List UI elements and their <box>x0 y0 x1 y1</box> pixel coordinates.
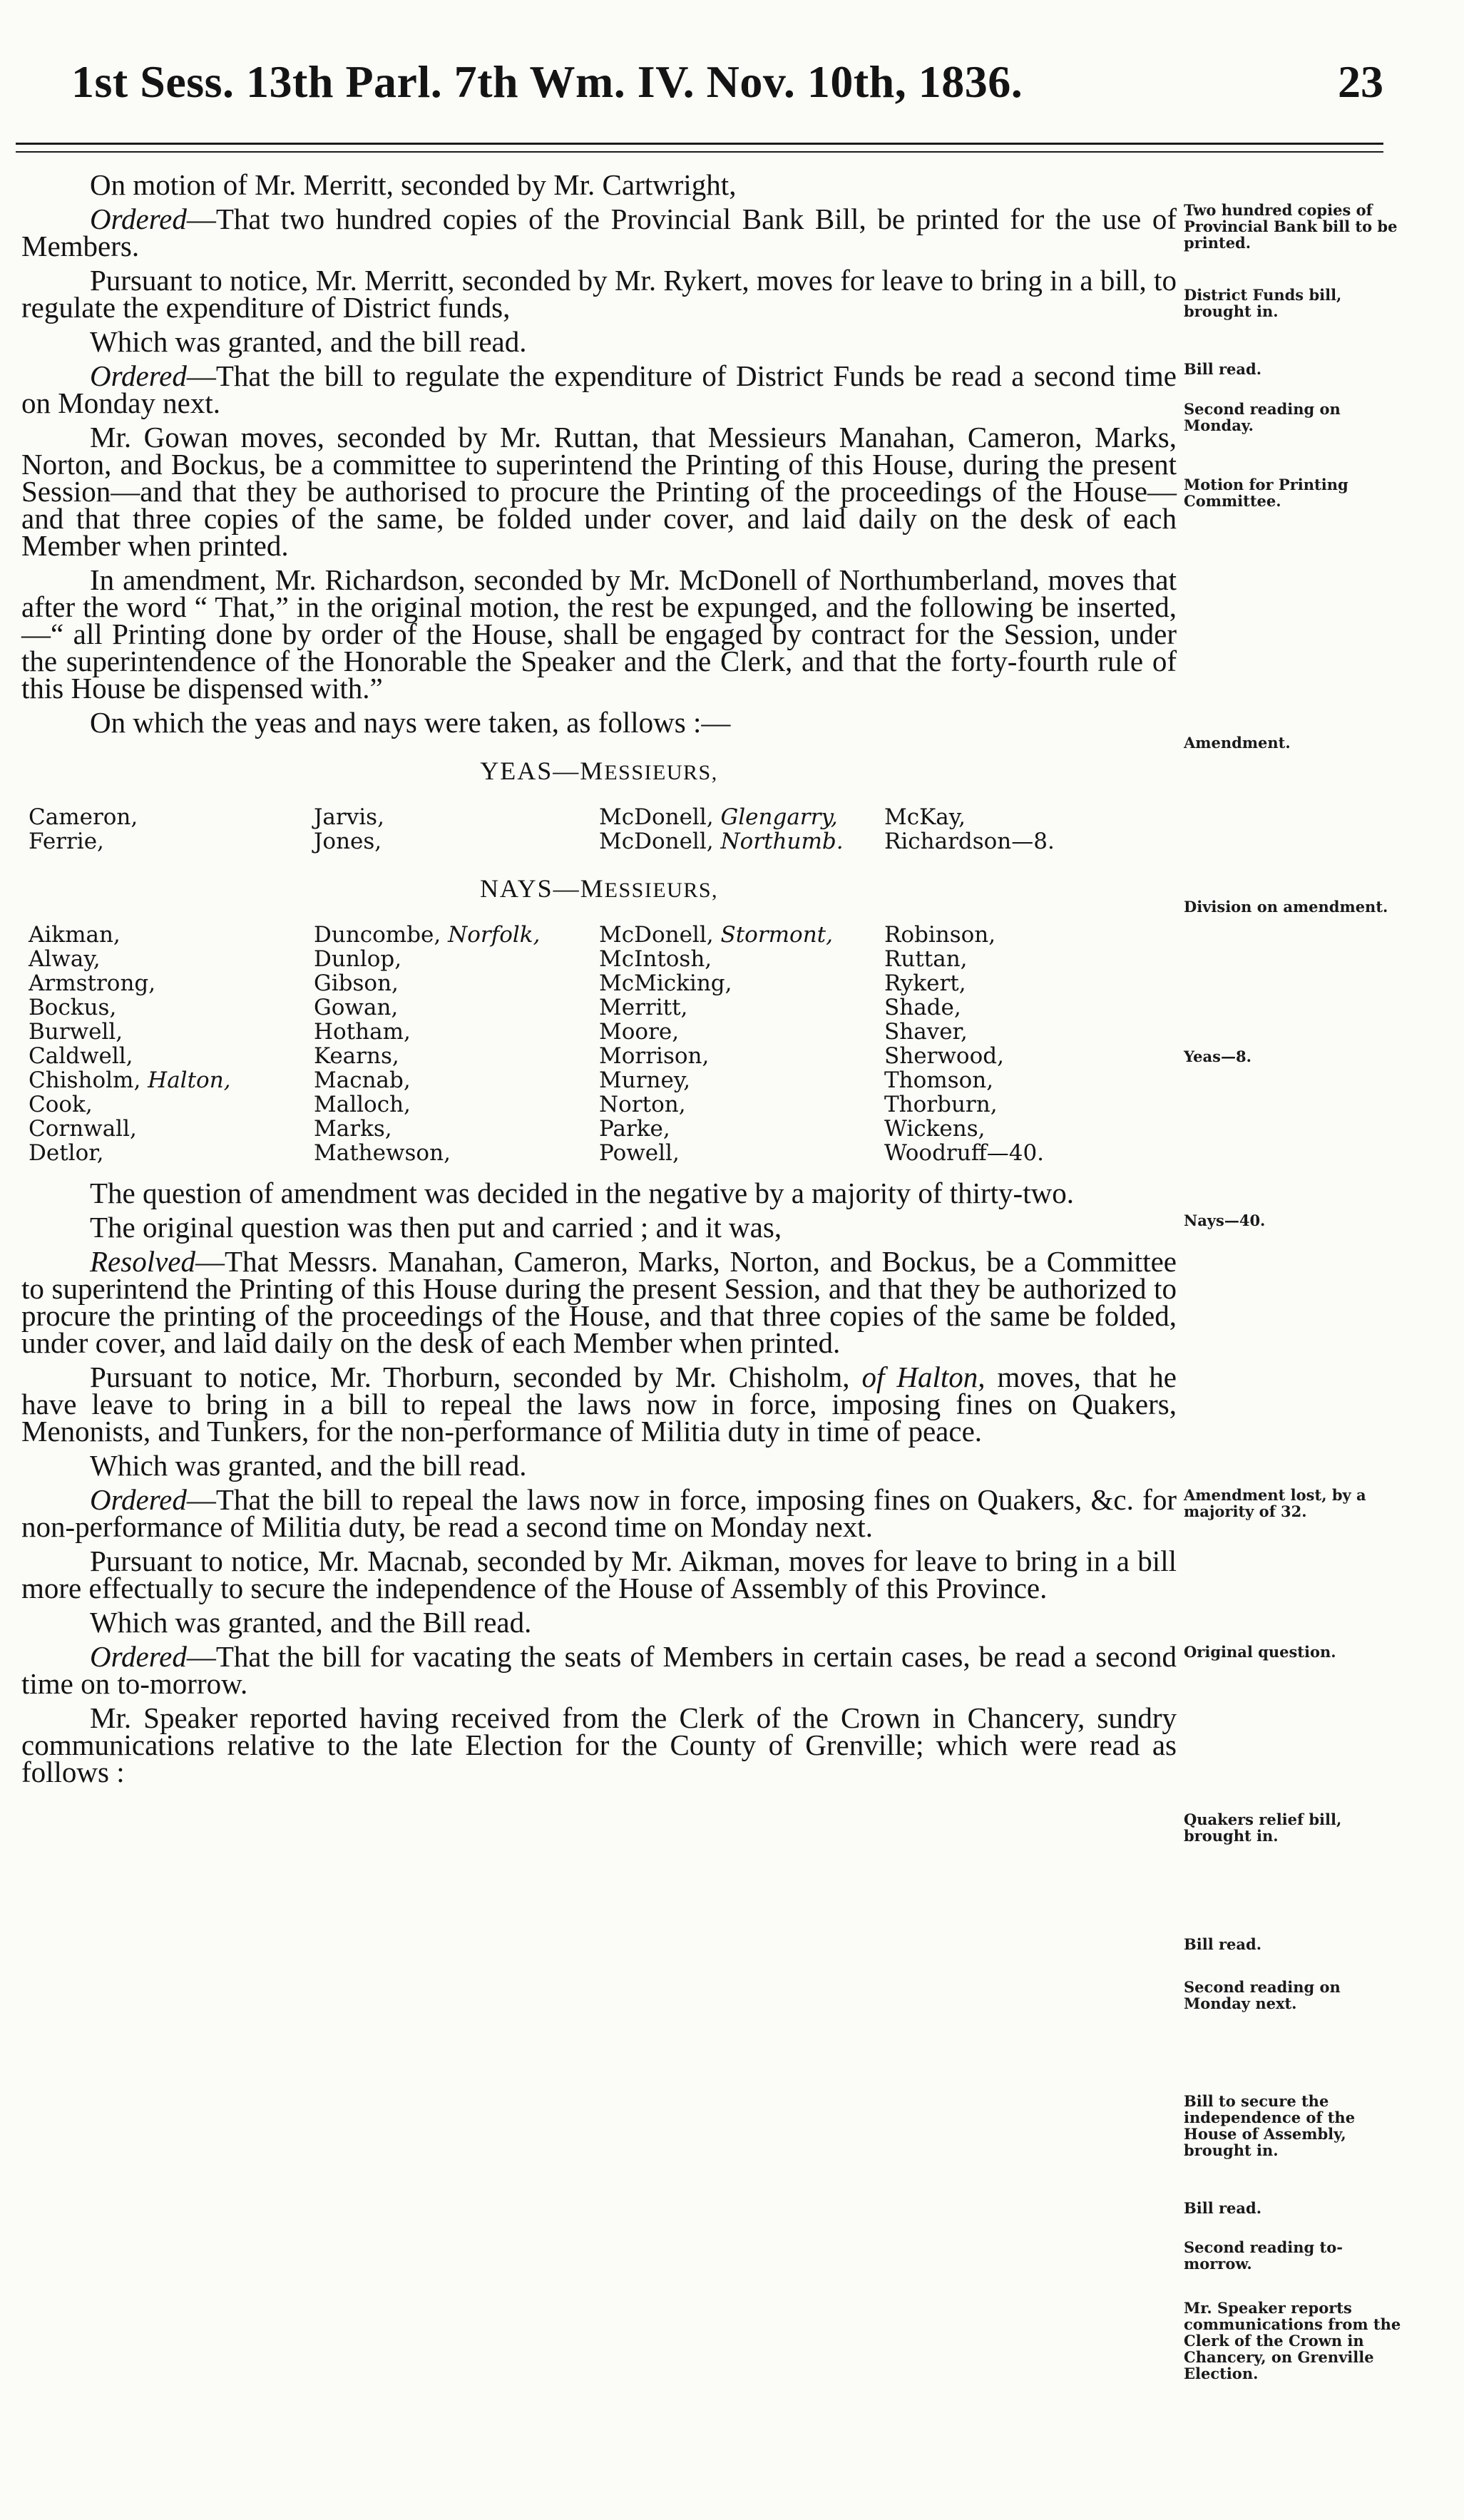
member-name: McMicking, <box>599 970 732 996</box>
paragraph: Ordered—That two hundred copies of the Provincial Bank Bill, be printed for the use of Members. <box>21 203 1177 262</box>
nays-list <box>29 923 1177 1165</box>
name-column <box>314 805 599 854</box>
member-name: Caldwell, <box>29 1043 133 1069</box>
member-name: Parke, <box>599 1116 670 1142</box>
member-name: Detlor, <box>29 1140 104 1166</box>
margin-note: Quakers relief bill, brought in. <box>1184 1810 1342 1845</box>
member-name: Malloch, <box>314 1092 411 1117</box>
member-name: Ruttan, <box>884 946 968 972</box>
margin-note: Two hundred copies of Provincial Bank bill to be printed. <box>1184 201 1398 252</box>
member-name: Marks, <box>314 1116 392 1142</box>
member-name: Moore, <box>599 1019 680 1045</box>
name-column <box>29 805 314 854</box>
margin-note: Amendment lost, by a majority of 32. <box>1184 1486 1366 1520</box>
header-rule-thin <box>16 151 1383 153</box>
member-name: Alway, <box>29 946 101 972</box>
margin-note: District Funds bill, brought in. <box>1184 286 1342 320</box>
margin-note: Nays—40. <box>1184 1212 1266 1229</box>
paragraph: Pursuant to notice, Mr. Merritt, seconded by Mr. Rykert, moves for leave to bring in a bill, to regulate the expenditure of District funds, <box>21 264 1177 324</box>
member-name: Cameron, <box>29 804 138 830</box>
member-name: Gibson, <box>314 970 399 996</box>
margin-note: Bill read. <box>1184 360 1262 378</box>
paragraph: Ordered—That the bill to regulate the expenditure of District Funds be read a second time on Monday next. <box>21 359 1177 419</box>
margin-note: Mr. Speaker reports communications from the Clerk of the Crown in Chancery, on Grenville Election. <box>1184 2299 1401 2382</box>
margin-note: Bill to secure the independence of the House of Assembly, brought in. <box>1184 2092 1356 2159</box>
paragraph: On which the yeas and nays were taken, as follows :— <box>90 706 731 739</box>
nays-heading: NAYS—MESSIEURS, <box>479 874 719 903</box>
paragraph: In amendment, Mr. Richardson, seconded by Mr. McDonell of Northumberland, moves that after the word “ That,” in the original motion, the rest be expunged, and the following be inserted,—“ all Printing done by order of the House, shall be engaged by contract for the Session, under the superintendence of the Honorable the Speaker and the Clerk, and that the forty-fourth rule of this House be dispensed with.” <box>21 563 1177 705</box>
name-column <box>314 923 599 1165</box>
margin-note: Second reading on Monday next. <box>1184 1978 1341 2012</box>
member-name: Cook, <box>29 1092 93 1117</box>
name-column <box>599 805 884 854</box>
member-name: Burwell, <box>29 1019 123 1045</box>
member-name: Richardson—8. <box>884 829 1055 854</box>
member-name: Mathewson, <box>314 1140 451 1166</box>
page-number: 23 <box>1338 56 1383 107</box>
member-name: McIntosh, <box>599 946 712 972</box>
name-column <box>29 923 314 1165</box>
paragraph: Which was granted, and the bill read. <box>90 1449 527 1482</box>
member-name: Shade, <box>884 995 961 1020</box>
margin-note: Yeas—8. <box>1184 1048 1251 1065</box>
paragraph: Ordered—That the bill to repeal the laws now in force, imposing fines on Quakers, &c. for non-performance of Militia duty, be read a second time on Monday next. <box>21 1483 1177 1543</box>
member-name: Cornwall, <box>29 1116 137 1142</box>
margin-note: Original question. <box>1184 1643 1336 1661</box>
member-name: Hotham, <box>314 1019 411 1045</box>
member-name: Thorburn, <box>884 1092 998 1117</box>
member-name: Macnab, <box>314 1067 411 1093</box>
running-header <box>71 56 1383 120</box>
paragraph: The question of amendment was decided in the negative by a majority of thirty-two. <box>90 1177 1074 1209</box>
member-name: McDonell, Northumb. <box>599 829 844 854</box>
member-name: Rykert, <box>884 970 966 996</box>
member-name: Sherwood, <box>884 1043 1004 1069</box>
name-column <box>884 923 1184 1165</box>
member-name: Merritt, <box>599 995 688 1020</box>
name-column <box>599 923 884 1165</box>
member-name: Morrison, <box>599 1043 710 1069</box>
paragraph: Pursuant to notice, Mr. Macnab, seconded by Mr. Aikman, moves for leave to bring in a bill more effectually to secure the independence of the House of Assembly of this Province. <box>21 1545 1177 1604</box>
paragraph: The original question was then put and carried ; and it was, <box>90 1211 782 1244</box>
yeas-list <box>29 805 1177 854</box>
paragraph: Which was granted, and the Bill read. <box>90 1606 532 1639</box>
paragraph: Mr. Speaker reported having received from the Clerk of the Crown in Chancery, sundry communications relative to the late Election for the County of Grenville; which were read as follows : <box>21 1701 1177 1788</box>
member-name: McDonell, Stormont, <box>599 922 833 948</box>
margin-note: Amendment. <box>1184 734 1291 752</box>
margin-note: Second reading to-morrow. <box>1184 2238 1343 2273</box>
paragraph: Resolved—That Messrs. Manahan, Cameron, Marks, Norton, and Bockus, be a Committee to superintend the Printing of this House during the present Session, and that they be authorized to procure the printing of the proceedings of the House, and that three copies of the same be folded, under cover, and laid daily on the desk of each Member when printed. <box>21 1245 1177 1359</box>
header-title: 1st Sess. 13th Parl. 7th Wm. IV. Nov. 10th, 1836. <box>71 56 1023 107</box>
member-name: Aikman, <box>29 922 121 948</box>
paragraph: Which was granted, and the bill read. <box>90 325 527 358</box>
margin-note: Second reading on Monday. <box>1184 400 1341 434</box>
margin-note: Division on amendment. <box>1184 898 1388 916</box>
member-name: Wickens, <box>884 1116 986 1142</box>
member-name: Murney, <box>599 1067 691 1093</box>
paragraph: Mr. Gowan moves, seconded by Mr. Ruttan, that Messieurs Manahan, Cameron, Marks, Norton, and Bockus, be a committee to superintend the Printing of this House, during the present Session—and that they be authorised to procure the Printing of the proceedings of the House—and that three copies of the same, be folded under cover, and laid daily on the desk of each Member when printed. <box>21 421 1177 562</box>
member-name: Powell, <box>599 1140 680 1166</box>
paragraph: On motion of Mr. Merritt, seconded by Mr. Cartwright, <box>90 168 737 201</box>
member-name: Kearns, <box>314 1043 399 1069</box>
paragraph: Pursuant to notice, Mr. Thorburn, seconded by Mr. Chisholm, of Halton, moves, that he have leave to bring in a bill to repeal the laws now in force, imposing fines on Quakers, Menonists, and Tunkers, for the non-performance of Militia duty in time of peace. <box>21 1361 1177 1448</box>
margin-note: Bill read. <box>1184 1935 1262 1953</box>
margin-note: Motion for Printing Committee. <box>1184 476 1348 510</box>
member-name: Thomson, <box>884 1067 994 1093</box>
member-name: Duncombe, Norfolk, <box>314 922 541 948</box>
name-column <box>884 805 1184 854</box>
member-name: Norton, <box>599 1092 686 1117</box>
member-name: McKay, <box>884 804 966 830</box>
main-text <box>21 168 1177 1793</box>
paragraph: Ordered—That the bill for vacating the seats of Members in certain cases, be read a second time on to-morrow. <box>21 1640 1177 1700</box>
member-name: Bockus, <box>29 995 117 1020</box>
member-name: Dunlop, <box>314 946 402 972</box>
member-name: Jarvis, <box>314 804 384 830</box>
member-name: Robinson, <box>884 922 996 948</box>
header-rule <box>16 143 1383 145</box>
member-name: Chisholm, Halton, <box>29 1067 231 1093</box>
yeas-heading: YEAS—MESSIEURS, <box>480 757 718 785</box>
member-name: Woodruff—40. <box>884 1140 1045 1166</box>
member-name: Jones, <box>314 829 382 854</box>
member-name: Gowan, <box>314 995 399 1020</box>
member-name: Armstrong, <box>29 970 156 996</box>
member-name: McDonell, Glengarry, <box>599 804 838 830</box>
member-name: Shaver, <box>884 1019 968 1045</box>
margin-note: Bill read. <box>1184 2199 1262 2217</box>
member-name: Ferrie, <box>29 829 104 854</box>
